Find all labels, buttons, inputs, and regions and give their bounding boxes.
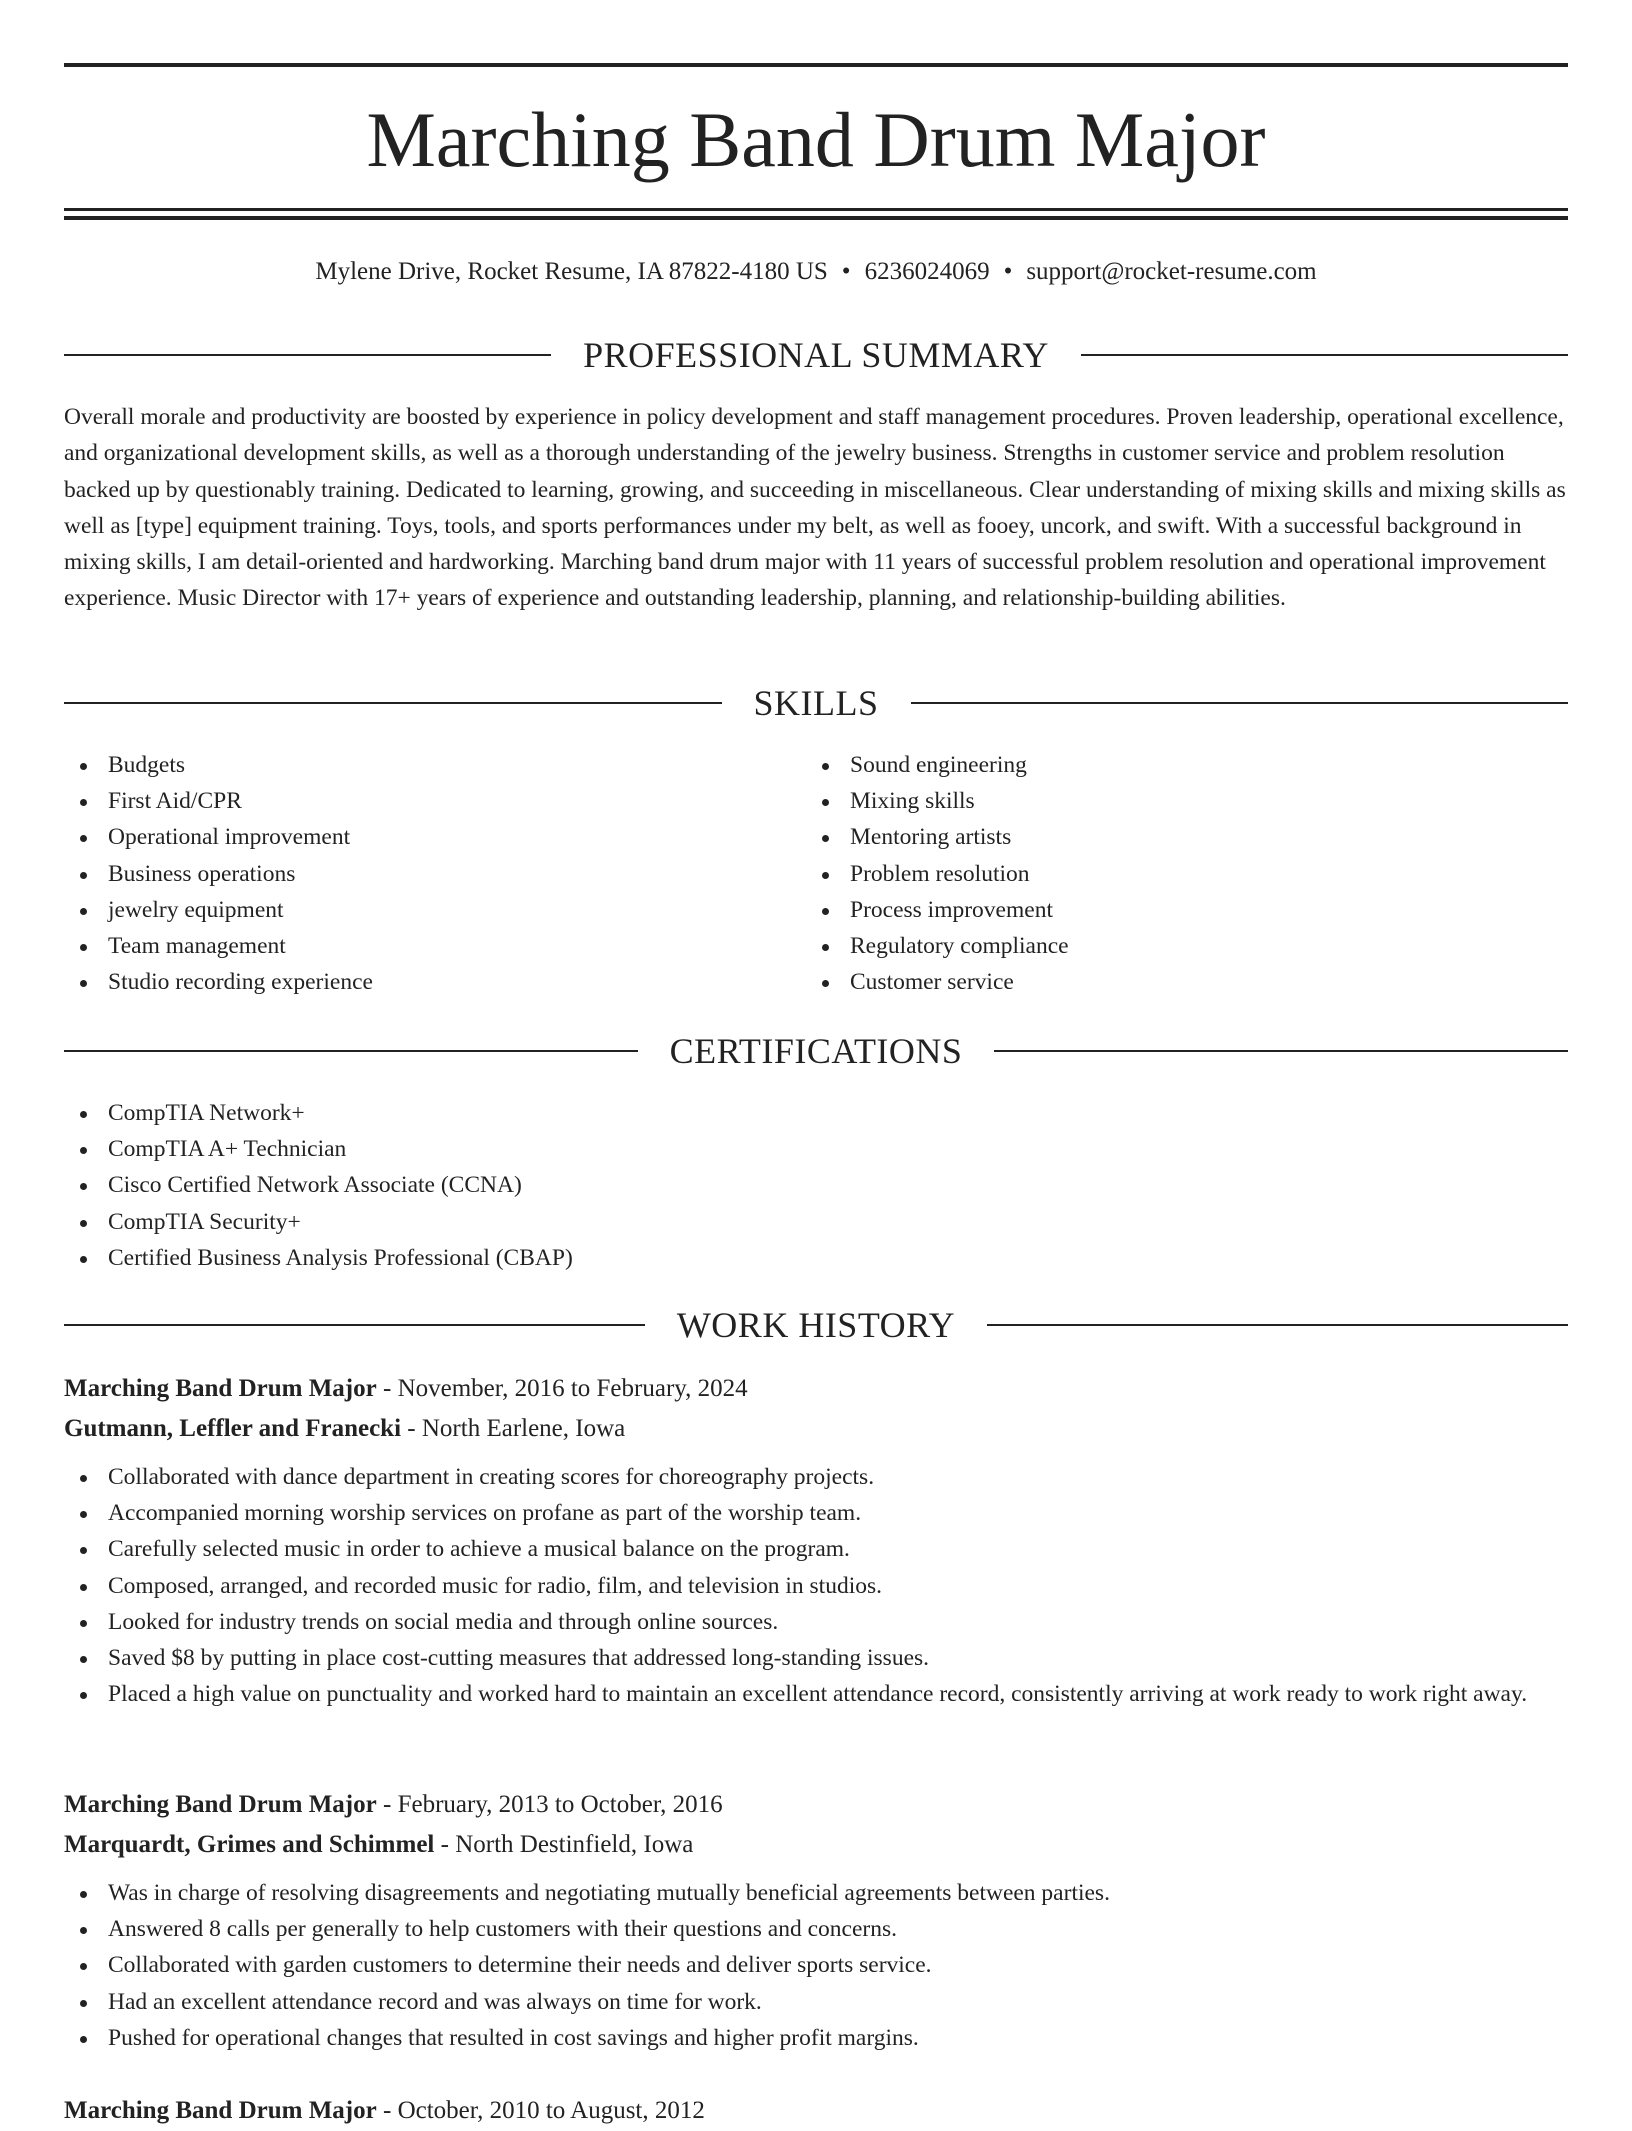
certification-item: CompTIA Security+ <box>64 1204 1264 1240</box>
job-bullet: Looked for industry trends on social media and through online sources. <box>64 1604 1568 1640</box>
job-bullet: Was in charge of resolving disagreements and negotiating mutually beneficial agreements between parties. <box>64 1875 1568 1911</box>
job-role-line: Marching Band Drum Major - November, 2016 to February, 2024 <box>64 1375 748 1402</box>
heading-rule <box>987 1324 1568 1326</box>
work-history-title: WORK HISTORY <box>676 1305 956 1345</box>
contact-line <box>64 254 1568 290</box>
skill-item: Problem resolution <box>806 856 1506 892</box>
skill-item: Operational improvement <box>64 819 764 855</box>
heading-rule <box>64 1050 638 1052</box>
certifications-list <box>64 1095 1264 1276</box>
job-role-line: Marching Band Drum Major - February, 2013 to October, 2016 <box>64 1791 723 1818</box>
skill-item: Mentoring artists <box>806 819 1506 855</box>
certification-item: Cisco Certified Network Associate (CCNA) <box>64 1167 1264 1203</box>
job-role: Marching Band Drum Major <box>64 2097 377 2124</box>
skill-item: Studio recording experience <box>64 964 764 1000</box>
summary-title: PROFESSIONAL SUMMARY <box>583 335 1049 375</box>
job-role: Marching Band Drum Major <box>64 1375 377 1402</box>
contact-address: Mylene Drive, Rocket Resume, IA 87822-4180 US <box>315 258 828 285</box>
summary-text: Overall morale and productivity are boosted by experience in policy development and staff management procedures. Proven leadership, operational excellence, and organizational development skills, as well as a thorough understanding of the jewelry business. Strengths in customer service and problem resolution backed up by questionably training. Dedicated to learning, growing, and succeeding in miscellaneous. Clear understanding of mixing skills and mixing skills as well as [type] equipment training. Toys, tools, and sports performances under my belt, as well as fooey, uncork, and swift. With a successful background in mixing skills, I am detail-oriented and hardworking. Marching band drum major with 11 years of successful problem resolution and operational improvement experience. Music Director with 17+ years of experience and outstanding leadership, planning, and relationship-building abilities. <box>64 404 1566 612</box>
skill-item: Process improvement <box>806 892 1506 928</box>
skill-item: Regulatory compliance <box>806 928 1506 964</box>
job-bullet: Composed, arranged, and recorded music for radio, film, and television in studios. <box>64 1568 1568 1604</box>
job-entry <box>64 2091 1568 2131</box>
heading-rule <box>911 702 1569 704</box>
job-bullet: Carefully selected music in order to achieve a musical balance on the program. <box>64 1531 1568 1567</box>
contact-phone: 6236024069 <box>864 258 990 285</box>
contact-separator: • <box>841 258 851 285</box>
job-bullet: Saved $8 by putting in place cost-cutting measures that addressed long-standing issues. <box>64 1640 1568 1676</box>
job-bullet: Collaborated with dance department in creating scores for choreography projects. <box>64 1459 1568 1495</box>
skill-item: First Aid/CPR <box>64 783 764 819</box>
certifications-title: CERTIFICATIONS <box>669 1031 963 1071</box>
job-role: Marching Band Drum Major <box>64 1791 377 1818</box>
job-company-line: Gutmann, Leffler and Franecki - North Earlene, Iowa <box>64 1415 626 1442</box>
certifications-heading <box>64 1029 1568 1073</box>
job-location: North Earlene, Iowa <box>421 1415 626 1442</box>
job-bullet: Placed a high value on punctuality and worked hard to maintain an excellent attendance record, consistently arriving at work ready to work right away. <box>64 1676 1568 1712</box>
certification-item: CompTIA Network+ <box>64 1095 1264 1131</box>
skill-item: jewelry equipment <box>64 892 764 928</box>
skills-heading <box>64 681 1568 725</box>
job-role-line: Marching Band Drum Major - October, 2010 to August, 2012 <box>64 2097 705 2124</box>
work-history-heading <box>64 1303 1568 1347</box>
job-bullets <box>64 1459 1568 1712</box>
certification-item: Certified Business Analysis Professional (CBAP) <box>64 1240 1264 1276</box>
resume-name: Marching Band Drum Major <box>366 96 1266 183</box>
job-bullet: Pushed for operational changes that resulted in cost savings and higher profit margins. <box>64 2020 1568 2056</box>
job-company-line: Marquardt, Grimes and Schimmel - North Destinfield, Iowa <box>64 1831 694 1858</box>
skill-item: Mixing skills <box>806 783 1506 819</box>
skill-item: Team management <box>64 928 764 964</box>
header-top-rule <box>64 63 1568 67</box>
heading-rule <box>64 354 551 356</box>
contact-separator: • <box>1003 258 1013 285</box>
header-double-rule <box>64 208 1568 220</box>
skills-title: SKILLS <box>753 683 879 723</box>
summary-heading <box>64 333 1568 377</box>
job-entry <box>64 1785 1568 2056</box>
skills-list-left <box>64 747 764 1000</box>
job-company: Marquardt, Grimes and Schimmel <box>64 1831 435 1858</box>
job-bullet: Had an excellent attendance record and was always on time for work. <box>64 1984 1568 2020</box>
job-location: North Destinfield, Iowa <box>455 1831 694 1858</box>
skill-item: Sound engineering <box>806 747 1506 783</box>
job-company: Gutmann, Leffler and Franecki <box>64 1415 402 1442</box>
skills-list-right <box>806 747 1506 1000</box>
job-entry <box>64 1369 1568 1712</box>
job-bullets <box>64 1875 1568 2056</box>
heading-rule <box>64 1324 645 1326</box>
job-bullet: Answered 8 calls per generally to help customers with their questions and concerns. <box>64 1911 1568 1947</box>
job-bullet: Accompanied morning worship services on profane as part of the worship team. <box>64 1495 1568 1531</box>
job-bullet: Collaborated with garden customers to determine their needs and deliver sports service. <box>64 1947 1568 1983</box>
skill-item: Budgets <box>64 747 764 783</box>
skill-item: Customer service <box>806 964 1506 1000</box>
heading-rule <box>64 702 722 704</box>
heading-rule <box>994 1050 1568 1052</box>
heading-rule <box>1081 354 1568 356</box>
skill-item: Business operations <box>64 856 764 892</box>
certification-item: CompTIA A+ Technician <box>64 1131 1264 1167</box>
job-dates: February, 2013 to October, 2016 <box>397 1791 723 1818</box>
job-dates: October, 2010 to August, 2012 <box>397 2097 705 2124</box>
contact-email: support@rocket-resume.com <box>1026 258 1317 285</box>
job-dates: November, 2016 to February, 2024 <box>397 1375 748 1402</box>
